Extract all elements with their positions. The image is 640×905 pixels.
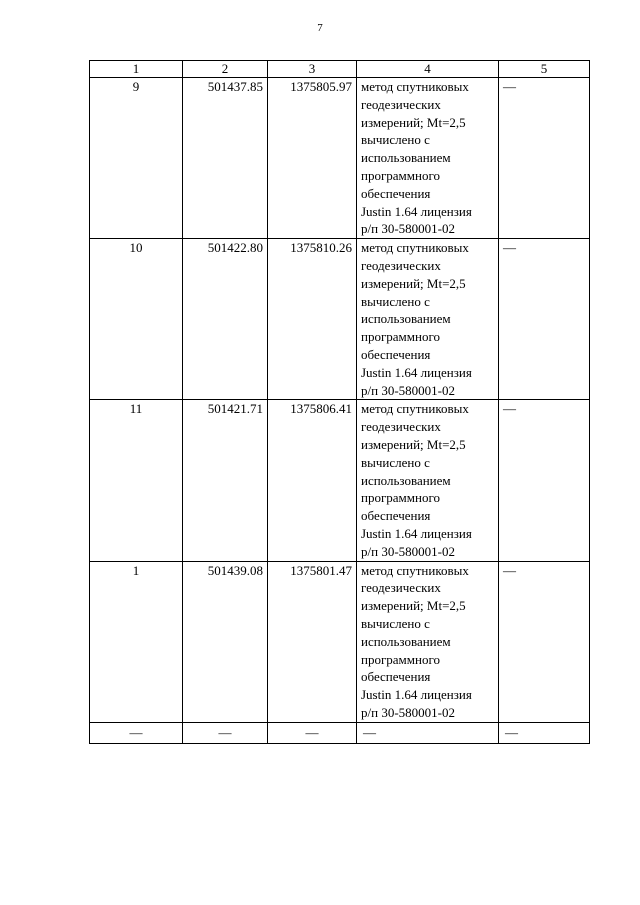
- method-cell: [357, 239, 499, 400]
- method-line: вычислено с: [361, 132, 430, 148]
- header-col-5: 5: [499, 61, 590, 78]
- method-cell: [357, 78, 499, 239]
- method-line: геодезических: [361, 96, 441, 112]
- method-line: р/п 30-580001-02: [361, 543, 455, 559]
- method-line: использованием: [361, 311, 451, 327]
- y-coordinate-cell: 1375805.97: [268, 78, 357, 239]
- note-cell: —: [499, 561, 590, 722]
- method-line: р/п 30-580001-02: [361, 382, 455, 398]
- header-col-3: 3: [268, 61, 357, 78]
- empty-cell-dash: —: [499, 722, 590, 743]
- method-line: использованием: [361, 472, 451, 488]
- note-cell: —: [499, 239, 590, 400]
- method-line: измерений; Mt=2,5: [361, 275, 466, 291]
- method-line: измерений; Mt=2,5: [361, 114, 466, 130]
- method-line: метод спутниковых: [361, 240, 469, 256]
- y-coordinate-cell: 1375806.41: [268, 400, 357, 561]
- method-line: программного: [361, 651, 440, 667]
- method-line: обеспечения: [361, 185, 431, 201]
- empty-cell-dash: —: [90, 722, 183, 743]
- header-col-1: 1: [90, 61, 183, 78]
- note-cell: —: [499, 400, 590, 561]
- method-line: р/п 30-580001-02: [361, 221, 455, 237]
- point-number-cell: 9: [90, 78, 183, 239]
- point-number-cell: 11: [90, 400, 183, 561]
- method-line: использованием: [361, 150, 451, 166]
- method-line: измерений; Mt=2,5: [361, 436, 466, 452]
- empty-cell-dash: —: [268, 722, 357, 743]
- method-line: обеспечения: [361, 346, 431, 362]
- table-row: [90, 239, 590, 400]
- empty-cell-dash: —: [183, 722, 268, 743]
- method-line: программного: [361, 490, 440, 506]
- method-line: программного: [361, 167, 440, 183]
- y-coordinate-cell: 1375810.26: [268, 239, 357, 400]
- note-cell: —: [499, 78, 590, 239]
- x-coordinate-cell: 501421.71: [183, 400, 268, 561]
- method-line: метод спутниковых: [361, 562, 469, 578]
- method-cell: [357, 561, 499, 722]
- point-number-cell: 1: [90, 561, 183, 722]
- method-line: геодезических: [361, 580, 441, 596]
- method-line: Justin 1.64 лицензия: [361, 525, 472, 541]
- table-row: [90, 561, 590, 722]
- table-row-empty: [90, 722, 590, 743]
- header-col-2: 2: [183, 61, 268, 78]
- header-col-4: 4: [357, 61, 499, 78]
- method-line: вычислено с: [361, 615, 430, 631]
- method-line: метод спутниковых: [361, 401, 469, 417]
- coordinates-table: [89, 60, 590, 744]
- x-coordinate-cell: 501437.85: [183, 78, 268, 239]
- point-number-cell: 10: [90, 239, 183, 400]
- method-line: метод спутниковых: [361, 79, 469, 94]
- empty-cell-dash: —: [357, 722, 499, 743]
- method-line: использованием: [361, 633, 451, 649]
- x-coordinate-cell: 501439.08: [183, 561, 268, 722]
- method-line: обеспечения: [361, 669, 431, 685]
- method-line: геодезических: [361, 257, 441, 273]
- page-number: 7: [317, 22, 323, 34]
- table-header-row: [90, 61, 590, 78]
- method-line: программного: [361, 329, 440, 345]
- method-cell: [357, 400, 499, 561]
- method-line: обеспечения: [361, 508, 431, 524]
- x-coordinate-cell: 501422.80: [183, 239, 268, 400]
- y-coordinate-cell: 1375801.47: [268, 561, 357, 722]
- method-line: вычислено с: [361, 454, 430, 470]
- method-line: р/п 30-580001-02: [361, 704, 455, 720]
- method-line: Justin 1.64 лицензия: [361, 203, 472, 219]
- method-line: измерений; Mt=2,5: [361, 598, 466, 614]
- method-line: Justin 1.64 лицензия: [361, 364, 472, 380]
- table-row: [90, 78, 590, 239]
- method-line: вычислено с: [361, 293, 430, 309]
- method-line: Justin 1.64 лицензия: [361, 687, 472, 703]
- table-row: [90, 400, 590, 561]
- method-line: геодезических: [361, 419, 441, 435]
